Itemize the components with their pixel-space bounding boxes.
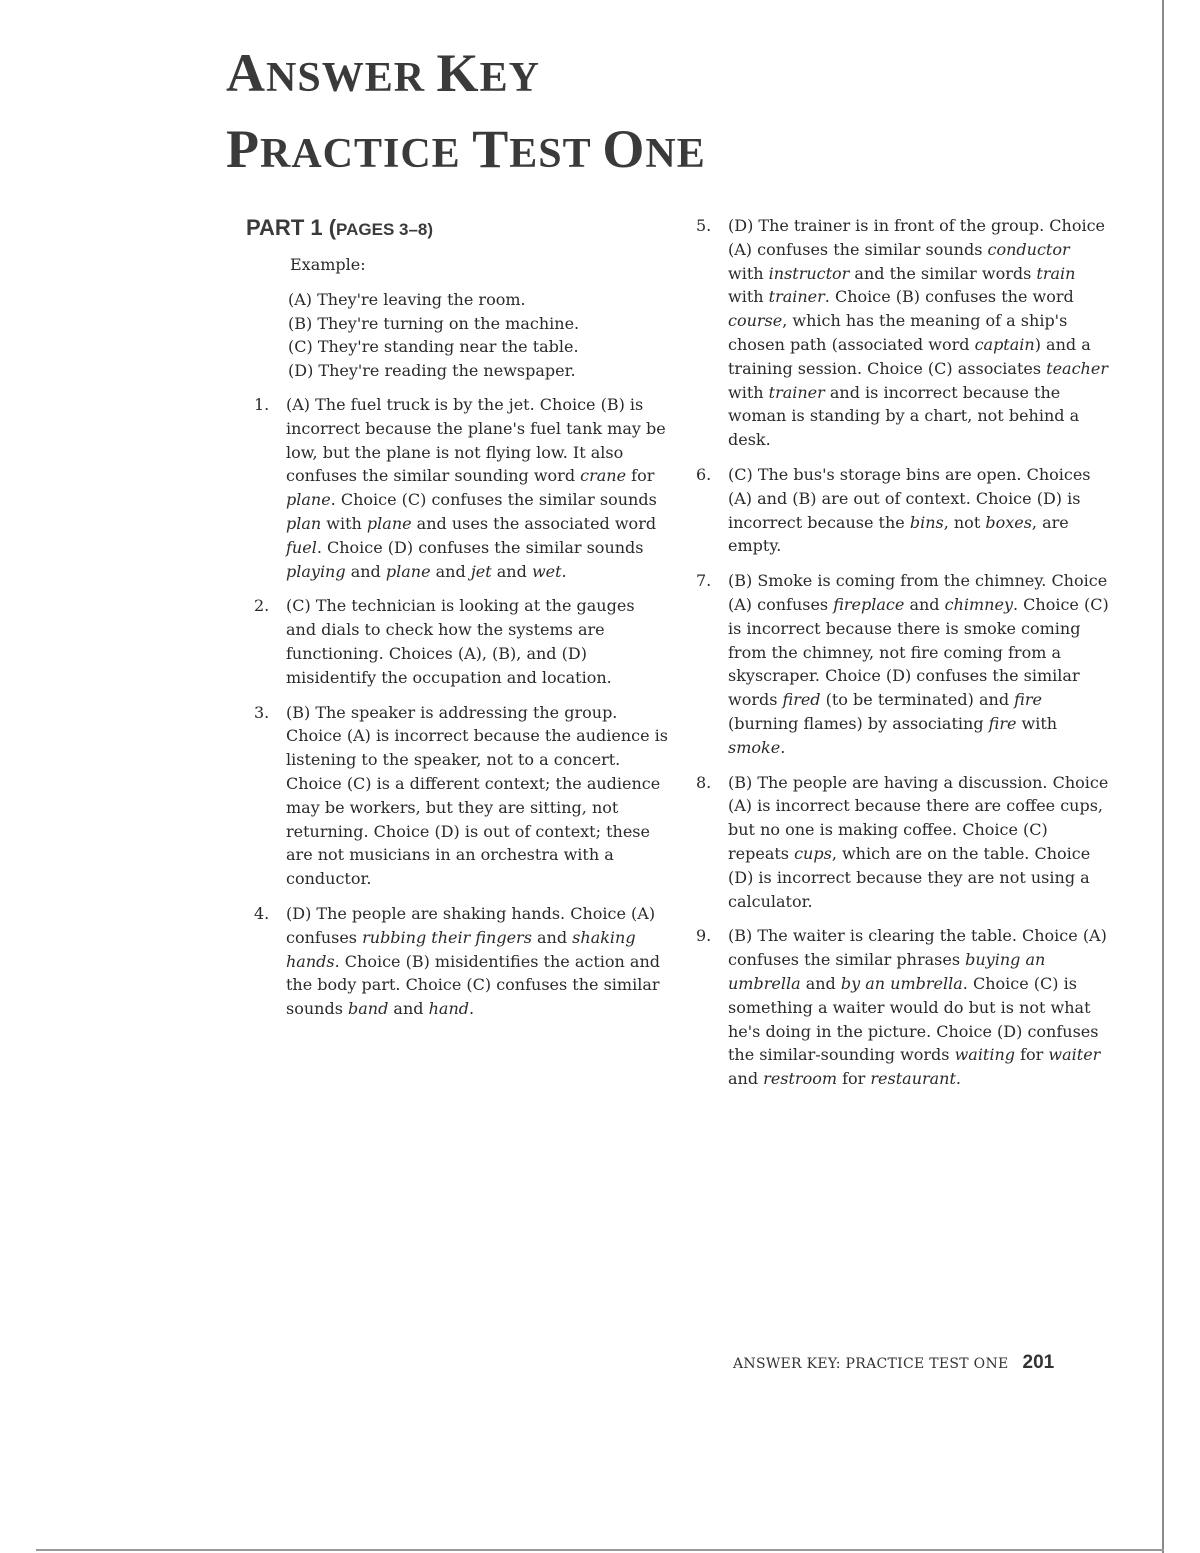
answer-item-5 <box>690 214 1110 452</box>
explanation-text: . Choice (D) confuses the similar sounds <box>316 537 644 557</box>
example-option-b: (B) They're turning on the machine. <box>288 313 580 333</box>
example-label: Example: <box>290 255 366 274</box>
section-heading-part-1: PART 1 (PAGES 3–8) <box>246 215 434 240</box>
answer-number: 3. <box>254 702 270 722</box>
right-column <box>690 214 1110 1102</box>
emphasized-term: boxes <box>985 512 1032 532</box>
emphasized-term: by an umbrella <box>840 973 963 993</box>
emphasized-term: chimney <box>944 594 1013 614</box>
explanation-text: and <box>531 927 573 947</box>
emphasized-term: plane <box>385 561 431 581</box>
explanation-text: with <box>1016 713 1058 733</box>
answer-number: 5. <box>696 216 712 235</box>
answer-item-4 <box>248 902 668 1021</box>
answer-explanation <box>728 771 1110 914</box>
emphasized-term: restroom <box>763 1069 838 1089</box>
answer-explanation <box>728 463 1110 558</box>
explanation-text: for <box>1015 1045 1049 1065</box>
explanation-text: with <box>728 287 769 307</box>
explanation-text: (B) The people are having a discussion. Choice (A) is incorrect because there are coffee cups, but no one is making coffee. Choice (C) repeats <box>728 772 1109 863</box>
explanation-text: with <box>728 263 769 283</box>
answer-number: 9. <box>696 926 712 946</box>
explanation-text: (C) The bus's storage bins are open. Choices (A) and (B) are out of context. Choice (D) is incorrect because the <box>728 464 1091 532</box>
emphasized-term: buying an umbrella <box>728 950 1046 993</box>
page-number: 201 <box>1022 1352 1055 1373</box>
answer-item-6 <box>690 463 1110 558</box>
answer-item-9 <box>690 924 1110 1091</box>
left-column <box>248 253 668 1032</box>
explanation-text: . <box>468 999 475 1019</box>
explanation-text: (D) The people are shaking hands. Choice (A) confuses <box>286 903 656 947</box>
explanation-text: and <box>388 999 429 1019</box>
explanation-text: (B) The waiter is clearing the table. Choice (A) confuses the similar phrases <box>728 926 1107 970</box>
emphasized-term: crane <box>580 466 627 486</box>
emphasized-term: playing <box>286 561 346 581</box>
emphasized-term: wet <box>531 561 562 581</box>
explanation-text: and <box>345 561 386 581</box>
answer-explanation <box>728 569 1110 759</box>
explanation-text: . Choice (C) is something a waiter would do but is not what he's doing in the picture. Choice (D) confuses the similar-sounding words <box>728 973 1099 1065</box>
explanation-text: and <box>800 973 841 993</box>
explanation-text: (C) The technician is looking at the gauges and dials to check how the systems are functioning. Choices (A), (B), and (D) misidentify the occupation and location. <box>286 596 635 687</box>
emphasized-term: jet <box>470 561 492 581</box>
answer-explanation <box>286 701 668 891</box>
explanation-text: . Choice (B) confuses the word <box>824 287 1074 307</box>
emphasized-term: conductor <box>987 239 1070 259</box>
answer-item-8 <box>690 771 1110 914</box>
answer-item-3 <box>248 701 668 891</box>
scan-edge-right <box>1162 0 1164 1553</box>
emphasized-term: fire <box>1014 690 1042 710</box>
emphasized-term: smoke <box>728 737 781 757</box>
explanation-text: for <box>837 1069 871 1089</box>
running-head: ANSWER KEY: PRACTICE TEST ONE <box>733 1356 1009 1372</box>
answer-item-2 <box>248 594 668 689</box>
explanation-text: ) and a training session. Choice (C) associates <box>728 334 1091 378</box>
explanation-text: (D) The trainer is in front of the group. Choice (A) confuses the similar sounds <box>728 216 1106 259</box>
explanation-text: with <box>728 382 769 402</box>
explanation-text: . <box>780 737 786 757</box>
answer-explanation <box>286 594 668 689</box>
emphasized-term: fireplace <box>833 594 905 614</box>
emphasized-term: teacher <box>1046 358 1108 378</box>
emphasized-term: waiter <box>1048 1045 1101 1065</box>
emphasized-term: fuel <box>286 537 317 557</box>
explanation-text: and <box>491 561 532 581</box>
emphasized-term: shaking hands <box>286 927 636 971</box>
emphasized-term: rubbing their fingers <box>362 927 532 947</box>
answer-number: 1. <box>254 394 270 414</box>
emphasized-term: plane <box>366 513 412 533</box>
explanation-text: , are empty. <box>728 512 1069 556</box>
explanation-text: (B) Smoke is coming from the chimney. Choice (A) confuses <box>728 571 1108 614</box>
emphasized-term: course <box>728 311 783 331</box>
explanation-text: and uses the associated word <box>411 513 657 533</box>
emphasized-term: band <box>348 999 389 1019</box>
answer-explanation <box>286 902 668 1021</box>
explanation-text: . Choice (C) is incorrect because there is smoke coming from the chimney, not fire coming from a skyscraper. Choice (D) confuses the similar words <box>728 594 1109 710</box>
explanation-text: . Choice (C) confuses the similar sounds <box>330 490 657 510</box>
page-subtitle-practice-test-one: PRACTICE TEST ONE <box>226 119 706 179</box>
explanation-text: , which has the meaning of a ship's chosen path (associated word <box>728 311 1068 354</box>
answer-number: 2. <box>254 596 270 616</box>
answer-explanation <box>286 393 668 583</box>
answer-item-7 <box>690 569 1110 759</box>
emphasized-term: cups <box>794 843 832 863</box>
example-option-a: (A) They're leaving the room. <box>288 289 526 309</box>
answer-explanation <box>728 924 1110 1091</box>
emphasized-term: hand <box>428 999 469 1019</box>
emphasized-term: waiting <box>954 1045 1016 1065</box>
answer-item-1 <box>248 393 668 583</box>
example-option-c: (C) They're standing near the table. <box>288 337 579 357</box>
emphasized-term: fire <box>988 713 1017 733</box>
emphasized-term: trainer <box>768 287 825 307</box>
answer-number: 8. <box>696 772 712 792</box>
answer-explanation <box>728 214 1110 452</box>
explanation-text: , which are on the table. Choice (D) is incorrect because they are not using a calculator. <box>728 843 1091 911</box>
explanation-text: . <box>561 561 567 581</box>
emphasized-term: trainer <box>768 382 825 402</box>
emphasized-term: restaurant <box>870 1069 956 1089</box>
explanation-text: , not <box>943 512 986 532</box>
explanation-text: and <box>728 1069 764 1089</box>
explanation-text: (to be terminated) and <box>820 690 1015 710</box>
explanation-text: with <box>321 513 367 533</box>
emphasized-term: plan <box>286 513 322 533</box>
explanation-text: and the similar words <box>849 263 1037 283</box>
answer-number: 7. <box>696 571 712 591</box>
emphasized-term: instructor <box>768 263 850 283</box>
emphasized-term: plane <box>286 490 331 510</box>
explanation-text: . Choice (B) misidentifies the action and the body part. Choice (C) confuses the similar sounds <box>286 951 660 1019</box>
explanation-text: and <box>430 561 471 581</box>
answer-number: 4. <box>254 903 270 923</box>
example-options <box>288 288 668 383</box>
emphasized-term: captain <box>974 334 1035 354</box>
emphasized-term: bins <box>909 512 944 532</box>
explanation-text: and <box>904 594 945 614</box>
explanation-text: (A) The fuel truck is by the jet. Choice (B) is incorrect because the plane's fuel tank may be low, but the plane is not flying low. It also confuses the similar sounding word <box>286 394 666 486</box>
explanation-text: for <box>626 466 655 486</box>
emphasized-term: fired <box>782 690 821 710</box>
page-footer <box>733 1352 1054 1374</box>
explanation-text: . <box>955 1069 962 1089</box>
explanation-text: and is incorrect because the woman is standing by a chart, not behind a desk. <box>728 382 1080 450</box>
explanation-text: (burning flames) by associating <box>728 713 989 733</box>
explanation-text: (B) The speaker is addressing the group. Choice (A) is incorrect because the audience is listening to the speaker, not to a concert. Choice (C) is a different context; the audience may be workers, but they are sitting, not returning. Choice (D) is out of context; these are not musicians in an orchestra with a conductor. <box>286 702 668 889</box>
example-option-d: (D) They're reading the newspaper. <box>288 361 576 381</box>
scan-edge-bottom <box>36 1549 1164 1551</box>
page-title-answer-key: ANSWER KEY <box>226 43 540 103</box>
answer-number: 6. <box>696 464 712 484</box>
emphasized-term: train <box>1036 263 1076 283</box>
